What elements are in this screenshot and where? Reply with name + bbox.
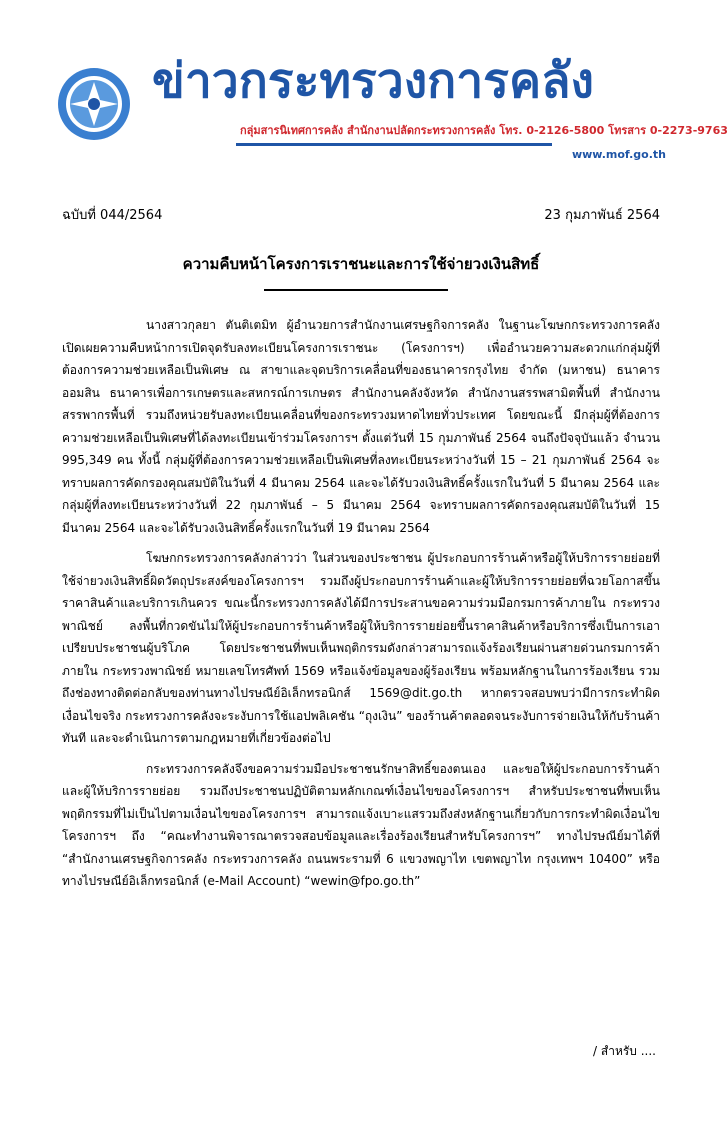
masthead-subtitle: กลุ่มสารนิเทศการคลัง สำนักงานปลัดกระทรวงการคลัง โทร. 0-2126-5800 โทรสาร 0-2273-9763 xyxy=(240,124,728,137)
masthead-title: ข่าวกระทรวงการคลัง xyxy=(152,53,594,109)
ministry-seal-logo xyxy=(56,66,132,142)
continued-note: / สำหรับ .... xyxy=(593,1044,656,1058)
title-underline xyxy=(264,289,448,291)
paragraph-2: โฆษกกระทรวงการคลังกล่าวว่า ในส่วนของประชาชน ผู้ประกอบการร้านค้าหรือผู้ให้บริการรายย่อยที่ใช้จ่ายวงเงินสิทธิ์ผิดวัตถุประสงค์ของโครงการฯ รวมถึงผู้ประกอบการร้านค้าและผู้ให้บริการรายย่อยที่ฉวยโอกาสขึ้นราคาสินค้าและบริการเกินควร ขณะนี้กระทรวงการคลังได้มีการประสานขอความร่วมมือกรมการค้าภายใน กระทรวงพาณิชย์ ลงพื้นที่กวดขันไม่ให้ผู้ประกอบการร้านค้าหรือผู้ให้บริการรายย่อยขึ้นราคาสินค้าหรือบริการซึ่งเป็นการเอาเปรียบประชาชนผู้บริโภค โดยประชาชนที่พบเห็นพฤติกรรมดังกล่าวสามารถแจ้งร้องเรียนผ่านสายด่วนกรมการค้าภายใน กระทรวงพาณิชย์ หมายเลขโทรศัพท์ 1569 หรือแจ้งข้อมูลของผู้ร้องเรียน พร้อมหลักฐานในการร้องเรียน รวมถึงช่องทางติดต่อกลับของท่านทางไปรษณีย์อิเล็กทรอนิกส์ 1569@dit.go.th หากตรวจสอบพบว่ามีการกระทำผิดเงื่อนไขจริง กระทรวงการคลังจะระงับการใช้แอปพลิเคชัน “ถุงเงิน” ของร้านค้าตลอดจนระงับการจ่ายเงินให้กับร้านค้าทันที และจะดำเนินการตามกฎหมายที่เกี่ยวข้องต่อไป xyxy=(62,551,660,745)
issue-number: ฉบับที่ 044/2564 xyxy=(62,208,163,223)
paragraph-1: นางสาวกุลยา ตันติเตมิท ผู้อำนวยการสำนักงานเศรษฐกิจการคลัง ในฐานะโฆษกกระทรวงการคลัง เปิดเผยความคืบหน้าการเปิดจุดรับลงทะเบียนโครงการเราชนะ (โครงการฯ) เพื่ออำนวยความสะดวกแก่กลุ่มผู้ที่ต้องการความช่วยเหลือเป็นพิเศษ ณ สาขาและจุดบริการเคลื่อนที่ของธนาคารกรุงไทย จำกัด (มหาชน) ธนาคารออมสิน ธนาคารเพื่อการเกษตรและสหกรณ์การเกษตร สำนักงานคลังจังหวัด สำนักงานสรรพสามิตพื้นที่ สำนักงานสรรพากรพื้นที่ รวมถึงหน่วยรับลงทะเบียนเคลื่อนที่ของกระทรวงมหาดไทยทั่วประเทศ โดยขณะนี้ มีกลุ่มผู้ที่ต้องการความช่วยเหลือเป็นพิเศษที่ได้ลงทะเบียนเข้าร่วมโครงการฯ ตั้งแต่วันที่ 15 กุมภาพันธ์ 2564 จนถึงปัจจุบันแล้ว จำนวน 995,349 คน ทั้งนี้ กลุ่มผู้ที่ต้องการความช่วยเหลือเป็นพิเศษที่ลงทะเบียนระหว่างวันที่ 15 – 21 กุมภาพันธ์ 2564 จะทราบผลการคัดกรองคุณสมบัติในวันที่ 4 มีนาคม 2564 และจะได้รับวงเงินสิทธิ์ครั้งแรกในวันที่ 5 มีนาคม 2564 และกลุ่มผู้ที่ลงทะเบียนระหว่างวันที่ 22 กุมภาพันธ์ – 5 มีนาคม 2564 จะทราบผลการคัดกรองคุณสมบัติในวันที่ 15 มีนาคม 2564 และจะได้รับวงเงินสิทธิ์ครั้งแรกในวันที่ 19 มีนาคม 2564 xyxy=(62,318,660,535)
masthead-divider xyxy=(236,143,552,146)
issue-date: 23 กุมภาพันธ์ 2564 xyxy=(544,208,660,223)
issue-meta xyxy=(62,205,660,227)
website-link[interactable]: www.mof.go.th xyxy=(571,148,666,161)
press-release-body xyxy=(62,314,660,888)
paragraph-3: กระทรวงการคลังจึงขอความร่วมมือประชาชนรักษาสิทธิ์ของตนเอง และขอให้ผู้ประกอบการร้านค้าและผู้ให้บริการรายย่อย รวมถึงประชาชนปฏิบัติตามหลักเกณฑ์เงื่อนไขของโครงการฯ สำหรับประชาชนที่พบเห็นพฤติกรรมที่ไม่เป็นไปตามเงื่อนไขของโครงการฯ สามารถแจ้งเบาะแสรวมถึงส่งหลักฐานเกี่ยวกับการกระทำผิดเงื่อนไขโครงการฯ ถึง “คณะทำงานพิจารณาตรวจสอบข้อมูลและเรื่องร้องเรียนสำหรับโครงการฯ” ทางไปรษณีย์มาได้ที่ “สำนักงานเศรษฐกิจการคลัง กระทรวงการคลัง ถนนพระรามที่ 6 แขวงพญาไท เขตพญาไท กรุงเทพฯ 10400” หรือทางไปรษณีย์อิเล็กทรอนิกส์ (e-Mail Account) “wewin@fpo.go.th” xyxy=(62,761,660,888)
masthead xyxy=(0,0,728,170)
page-title: ความคืบหน้าโครงการเราชนะและการใช้จ่ายวงเงินสิทธิ์ xyxy=(182,255,540,273)
